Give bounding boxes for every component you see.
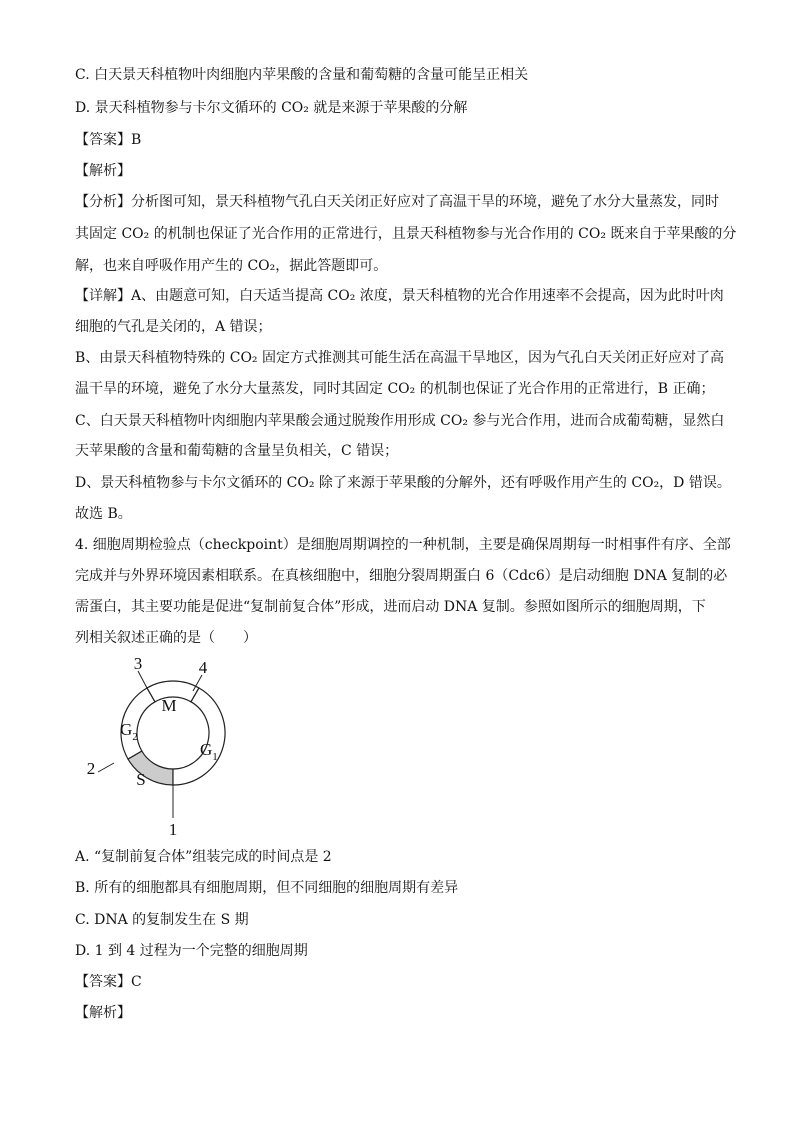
question-4-text: 需蛋白，其主要功能是促进“复制前复合体”形成，进而启动 DNA 复制。参照如图所示的细胞周期，下 xyxy=(75,599,706,615)
detail-text: 【详解】A、由题意可知，白天适当提高 CO₂ 浓度，景天科植物的光合作用速率不会提高，因为此时叶肉 xyxy=(75,288,724,304)
detail-text: C、白天景天科植物叶肉细胞内苹果酸会通过脱羧作用形成 CO₂ 参与光合作用，进而合成葡萄糖，显然白 xyxy=(75,413,725,429)
analysis-text: 其固定 CO₂ 的机制也保证了光合作用的正常进行，且景天科植物参与光合作用的 CO₂ 既来自于苹果酸的分 xyxy=(75,226,737,242)
point-3-label: 3 xyxy=(133,655,143,673)
analysis-text: 解，也来自呼吸作用产生的 CO₂，据此答题即可。 xyxy=(75,258,388,274)
phase-m-label: M xyxy=(161,696,177,715)
question-4-text: 完成并与外界环境因素相联系。在真核细胞中，细胞分裂周期蛋白 6（Cdc6）是启动细胞 DNA 复制的必 xyxy=(75,568,728,584)
question-4-text: 列相关叙述正确的是（ ） xyxy=(75,630,257,646)
detail-text: D、景天科植物参与卡尔文循环的 CO₂ 除了来源于苹果酸的分解外，还有呼吸作用产生的 CO₂，D 错误。 xyxy=(75,475,731,491)
phase-g1-segment xyxy=(173,688,225,785)
question-4-text: 4. 细胞周期检验点（checkpoint）是细胞周期调控的一种机制，主要是确保周期每一时相事件有序、全部 xyxy=(75,537,731,553)
point-2-label: 2 xyxy=(86,759,96,778)
option-c: C. DNA 的复制发生在 S 期 xyxy=(75,912,249,928)
option-c-prev: C. 白天景天科植物叶肉细胞内苹果酸的含量和葡萄糖的含量可能呈正相关 xyxy=(75,67,529,83)
option-d: D. 1 到 4 过程为一个完整的细胞周期 xyxy=(75,943,308,959)
detail-text: 天苹果酸的含量和葡萄糖的含量呈负相关，C 错误； xyxy=(75,443,399,459)
detail-text: B、由景天科植物特殊的 CO₂ 固定方式推测其可能生活在高温干旱地区，因为气孔白天关闭正好应对了高 xyxy=(75,350,724,366)
point-1-label: 1 xyxy=(168,820,178,839)
option-b: B. 所有的细胞都具有细胞周期，但不同细胞的细胞周期有差异 xyxy=(75,880,459,896)
analysis-text: 【分析】分析图可知，景天科植物气孔白天关闭正好应对了高温干旱的环境，避免了水分大量蒸发，同时 xyxy=(75,194,719,210)
phase-g1-label: $G_1$ xyxy=(200,740,218,763)
phase-s-label: S xyxy=(136,770,146,789)
point-4-label: 4 xyxy=(198,658,208,677)
phase-s-segment xyxy=(128,751,173,785)
option-d-prev: D. 景天科植物参与卡尔文循环的 CO₂ 就是来源于苹果酸的分解 xyxy=(75,100,468,116)
detail-text: 温干旱的环境，避免了水分大量蒸发，同时其固定 CO₂ 的机制也保证了光合作用的正常进行，B 正确； xyxy=(75,381,715,397)
answer-label-2: 【答案】C xyxy=(75,974,142,990)
answer-label: 【答案】B xyxy=(75,132,142,148)
point-3-leader xyxy=(138,671,147,688)
option-a: A. “复制前复合体”组装完成的时间点是 2 xyxy=(75,849,332,865)
cell-cycle-diagram xyxy=(80,655,240,840)
detail-text: 细胞的气孔是关闭的，A 错误； xyxy=(75,319,272,335)
analysis-label-2: 【解析】 xyxy=(75,1005,131,1021)
cell-cycle-svg xyxy=(80,655,240,840)
conclusion-text: 故选 B。 xyxy=(75,506,132,522)
phase-g2-label: $G_2$ xyxy=(120,720,138,743)
analysis-label: 【解析】 xyxy=(75,163,131,179)
point-2-leader xyxy=(98,763,114,772)
